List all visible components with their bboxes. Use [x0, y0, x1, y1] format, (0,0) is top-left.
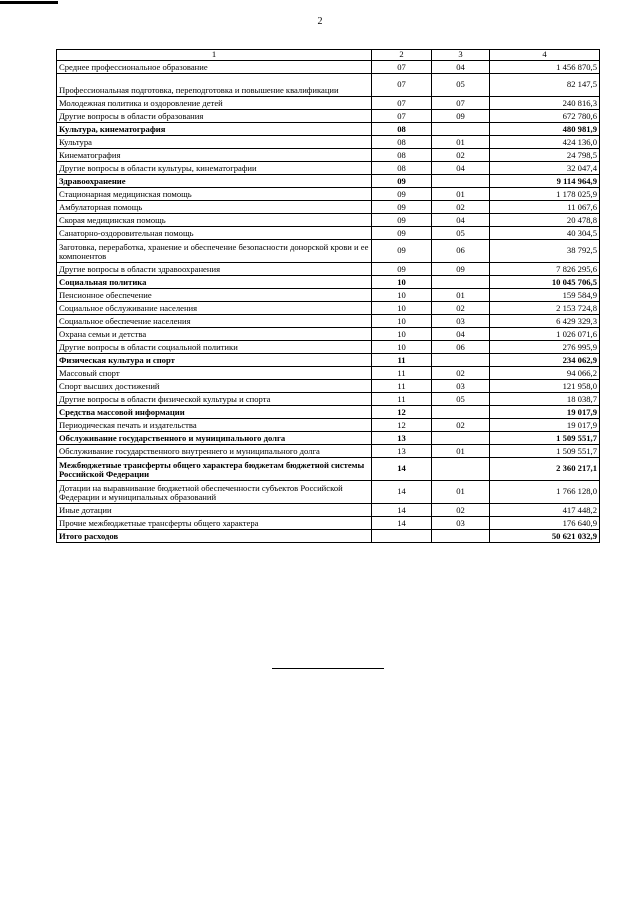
row-name-cell: Охрана семьи и детства: [57, 328, 372, 341]
row-subsection-cell: 05: [432, 74, 490, 97]
row-amount-cell: 20 478,8: [490, 214, 600, 227]
row-amount-cell: 240 816,3: [490, 97, 600, 110]
row-section-cell: 14: [372, 481, 432, 504]
row-subsection-cell: 04: [432, 214, 490, 227]
row-subsection-cell: [432, 432, 490, 445]
row-name-cell: Заготовка, переработка, хранение и обеспечение безопасности донорской крови и ее компонентов: [57, 240, 372, 263]
row-section-cell: 10: [372, 302, 432, 315]
row-subsection-cell: [432, 175, 490, 188]
row-name-cell: Кинематография: [57, 149, 372, 162]
row-section-cell: 10: [372, 276, 432, 289]
row-name-cell: Среднее профессиональное образование: [57, 61, 372, 74]
row-name-cell: Санаторно-оздоровительная помощь: [57, 227, 372, 240]
row-name-cell: Социальное обеспечение населения: [57, 315, 372, 328]
header-col-1: 1: [57, 50, 372, 61]
row-name-cell: Обслуживание государственного и муниципального долга: [57, 432, 372, 445]
header-col-4: 4: [490, 50, 600, 61]
row-subsection-cell: 09: [432, 110, 490, 123]
row-section-cell: 08: [372, 162, 432, 175]
row-subsection-cell: 02: [432, 149, 490, 162]
row-subsection-cell: 04: [432, 61, 490, 74]
table-row: [57, 445, 600, 458]
row-name-cell: Прочие межбюджетные трансферты общего характера: [57, 517, 372, 530]
row-amount-cell: 32 047,4: [490, 162, 600, 175]
row-amount-cell: 176 640,9: [490, 517, 600, 530]
row-name-cell: Спорт высших достижений: [57, 380, 372, 393]
row-section-cell: 14: [372, 517, 432, 530]
row-amount-cell: 94 066,2: [490, 367, 600, 380]
row-amount-cell: 7 826 295,6: [490, 263, 600, 276]
table-row: [57, 201, 600, 214]
row-section-cell: 07: [372, 97, 432, 110]
row-amount-cell: 40 304,5: [490, 227, 600, 240]
row-amount-cell: 276 995,9: [490, 341, 600, 354]
row-subsection-cell: [432, 354, 490, 367]
row-subsection-cell: 02: [432, 201, 490, 214]
row-amount-cell: 82 147,5: [490, 74, 600, 97]
row-name-cell: Культура, кинематография: [57, 123, 372, 136]
table-row: [57, 530, 600, 543]
table-body: [57, 50, 600, 543]
budget-expenses-table: [56, 49, 600, 543]
row-subsection-cell: 02: [432, 367, 490, 380]
row-section-cell: 11: [372, 380, 432, 393]
table-row: [57, 393, 600, 406]
row-section-cell: 12: [372, 406, 432, 419]
row-section-cell: 10: [372, 289, 432, 302]
row-name-cell: Периодическая печать и издательства: [57, 419, 372, 432]
row-amount-cell: 417 448,2: [490, 504, 600, 517]
table-row: [57, 149, 600, 162]
row-section-cell: 11: [372, 393, 432, 406]
row-name-cell: Другие вопросы в области образования: [57, 110, 372, 123]
table-row: [57, 123, 600, 136]
row-name-cell: Пенсионное обеспечение: [57, 289, 372, 302]
row-amount-cell: 672 780,6: [490, 110, 600, 123]
row-section-cell: 10: [372, 315, 432, 328]
row-section-cell: 08: [372, 123, 432, 136]
row-amount-cell: 424 136,0: [490, 136, 600, 149]
table-row: [57, 214, 600, 227]
row-subsection-cell: [432, 458, 490, 481]
row-subsection-cell: 02: [432, 302, 490, 315]
row-amount-cell: 1 766 128,0: [490, 481, 600, 504]
table-row: [57, 328, 600, 341]
table-row: [57, 188, 600, 201]
row-name-cell: Другие вопросы в области физической культуры и спорта: [57, 393, 372, 406]
row-subsection-cell: [432, 406, 490, 419]
row-subsection-cell: 06: [432, 341, 490, 354]
table-row: [57, 481, 600, 504]
row-subsection-cell: 01: [432, 289, 490, 302]
row-subsection-cell: 03: [432, 517, 490, 530]
row-name-cell: Амбулаторная помощь: [57, 201, 372, 214]
row-name-cell: Профессиональная подготовка, переподготовка и повышение квалификации: [57, 74, 372, 97]
row-name-cell: Итого расходов: [57, 530, 372, 543]
row-name-cell: Молодежная политика и оздоровление детей: [57, 97, 372, 110]
row-amount-cell: 50 621 032,9: [490, 530, 600, 543]
row-section-cell: 09: [372, 240, 432, 263]
table-row: [57, 432, 600, 445]
row-name-cell: Культура: [57, 136, 372, 149]
table-row: [57, 136, 600, 149]
row-section-cell: 07: [372, 110, 432, 123]
table-row: [57, 276, 600, 289]
table-row: [57, 175, 600, 188]
row-amount-cell: 2 153 724,8: [490, 302, 600, 315]
row-amount-cell: 480 981,9: [490, 123, 600, 136]
row-subsection-cell: 01: [432, 445, 490, 458]
row-name-cell: Другие вопросы в области культуры, кинематографии: [57, 162, 372, 175]
row-subsection-cell: 02: [432, 504, 490, 517]
row-name-cell: Массовый спорт: [57, 367, 372, 380]
scan-edge-mark: [0, 1, 58, 4]
table-row: [57, 289, 600, 302]
table-row: [57, 354, 600, 367]
row-subsection-cell: 03: [432, 315, 490, 328]
table-row: [57, 162, 600, 175]
row-amount-cell: 9 114 964,9: [490, 175, 600, 188]
row-section-cell: 11: [372, 354, 432, 367]
row-amount-cell: 1 456 870,5: [490, 61, 600, 74]
row-subsection-cell: 07: [432, 97, 490, 110]
row-amount-cell: 6 429 329,3: [490, 315, 600, 328]
row-name-cell: Средства массовой информации: [57, 406, 372, 419]
footer-divider: [272, 668, 384, 669]
row-subsection-cell: 05: [432, 227, 490, 240]
row-subsection-cell: [432, 123, 490, 136]
row-subsection-cell: 01: [432, 136, 490, 149]
table-header-row: [57, 50, 600, 61]
row-subsection-cell: 01: [432, 481, 490, 504]
table-row: [57, 315, 600, 328]
row-section-cell: 09: [372, 175, 432, 188]
row-section-cell: 14: [372, 458, 432, 481]
row-subsection-cell: [432, 276, 490, 289]
row-subsection-cell: 01: [432, 188, 490, 201]
table-row: [57, 302, 600, 315]
row-section-cell: 09: [372, 227, 432, 240]
row-section-cell: 08: [372, 136, 432, 149]
row-section-cell: 14: [372, 504, 432, 517]
row-amount-cell: 1 026 071,6: [490, 328, 600, 341]
row-section-cell: 13: [372, 432, 432, 445]
table-row: [57, 341, 600, 354]
row-amount-cell: 38 792,5: [490, 240, 600, 263]
row-name-cell: Скорая медицинская помощь: [57, 214, 372, 227]
table-row: [57, 504, 600, 517]
header-col-3: 3: [432, 50, 490, 61]
row-amount-cell: 2 360 217,1: [490, 458, 600, 481]
row-amount-cell: 18 038,7: [490, 393, 600, 406]
header-col-2: 2: [372, 50, 432, 61]
row-subsection-cell: 09: [432, 263, 490, 276]
row-name-cell: Дотации на выравнивание бюджетной обеспеченности субъектов Российской Федерации и муниципальных образований: [57, 481, 372, 504]
table-row: [57, 406, 600, 419]
row-section-cell: 12: [372, 419, 432, 432]
row-name-cell: Другие вопросы в области социальной политики: [57, 341, 372, 354]
row-amount-cell: 11 067,6: [490, 201, 600, 214]
table-row: [57, 227, 600, 240]
row-section-cell: 10: [372, 341, 432, 354]
page-number: 2: [317, 16, 323, 27]
table-row: [57, 380, 600, 393]
table-row: [57, 367, 600, 380]
row-name-cell: Здравоохранение: [57, 175, 372, 188]
row-name-cell: Другие вопросы в области здравоохранения: [57, 263, 372, 276]
row-name-cell: Физическая культура и спорт: [57, 354, 372, 367]
row-name-cell: Иные дотации: [57, 504, 372, 517]
table-row: [57, 97, 600, 110]
row-amount-cell: 10 045 706,5: [490, 276, 600, 289]
row-section-cell: 09: [372, 188, 432, 201]
table-row: [57, 74, 600, 97]
row-subsection-cell: 04: [432, 328, 490, 341]
table-row: [57, 419, 600, 432]
row-name-cell: Социальное обслуживание населения: [57, 302, 372, 315]
row-section-cell: [372, 530, 432, 543]
row-amount-cell: 1 178 025,9: [490, 188, 600, 201]
row-section-cell: 11: [372, 367, 432, 380]
row-section-cell: 09: [372, 263, 432, 276]
row-subsection-cell: [432, 530, 490, 543]
row-name-cell: Межбюджетные трансферты общего характера бюджетам бюджетной системы Российской Федерации: [57, 458, 372, 481]
row-section-cell: 09: [372, 201, 432, 214]
row-amount-cell: 1 509 551,7: [490, 432, 600, 445]
table-row: [57, 61, 600, 74]
table-row: [57, 263, 600, 276]
row-amount-cell: 19 017,9: [490, 406, 600, 419]
row-amount-cell: 24 798,5: [490, 149, 600, 162]
row-subsection-cell: 02: [432, 419, 490, 432]
row-name-cell: Обслуживание государственного внутреннего и муниципального долга: [57, 445, 372, 458]
row-section-cell: 07: [372, 74, 432, 97]
row-subsection-cell: 06: [432, 240, 490, 263]
table-row: [57, 110, 600, 123]
row-amount-cell: 234 062,9: [490, 354, 600, 367]
table-row: [57, 458, 600, 481]
row-section-cell: 07: [372, 61, 432, 74]
row-section-cell: 09: [372, 214, 432, 227]
row-amount-cell: 1 509 551,7: [490, 445, 600, 458]
row-subsection-cell: 05: [432, 393, 490, 406]
row-name-cell: Стационарная медицинская помощь: [57, 188, 372, 201]
table-row: [57, 240, 600, 263]
table-row: [57, 517, 600, 530]
row-section-cell: 13: [372, 445, 432, 458]
row-amount-cell: 121 958,0: [490, 380, 600, 393]
row-subsection-cell: 04: [432, 162, 490, 175]
row-amount-cell: 159 584,9: [490, 289, 600, 302]
row-section-cell: 10: [372, 328, 432, 341]
row-section-cell: 08: [372, 149, 432, 162]
row-amount-cell: 19 017,9: [490, 419, 600, 432]
row-name-cell: Социальная политика: [57, 276, 372, 289]
row-subsection-cell: 03: [432, 380, 490, 393]
